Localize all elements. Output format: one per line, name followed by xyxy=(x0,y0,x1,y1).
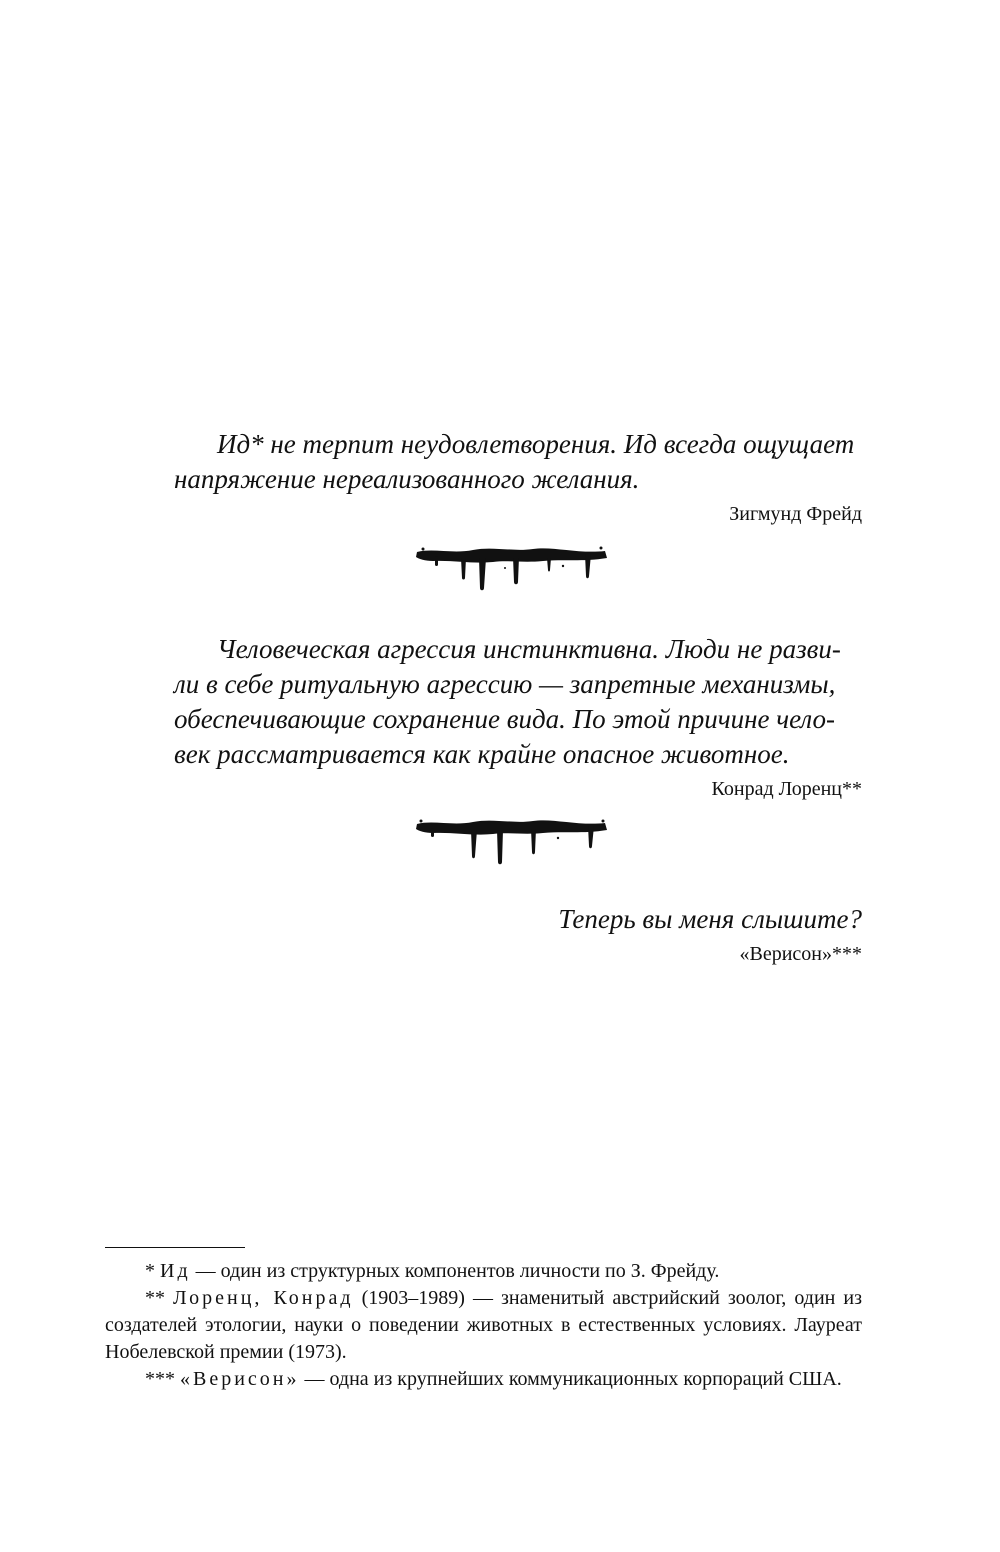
epigraph-author: Зигмунд Фрейд xyxy=(729,503,862,525)
quote-line: Человеческая агрессия инстинктивна. Люди не разви- xyxy=(217,634,841,664)
epigraph-quote xyxy=(174,632,862,772)
footnote-mark: * xyxy=(145,1260,155,1282)
footnote-mark: ** xyxy=(145,1287,165,1309)
footnote-term: Лоренц, Конрад xyxy=(173,1287,354,1309)
quote-line: век рассматривается как крайне опасное животное. xyxy=(174,739,790,769)
footnote-1 xyxy=(105,1258,862,1285)
footnote-separator xyxy=(105,1247,245,1248)
ink-drip-divider xyxy=(413,818,609,868)
footnotes xyxy=(105,1258,862,1393)
quote-line: Ид* не терпит неудовлетворения. Ид всегда ощущает xyxy=(217,429,855,459)
quote-line: Теперь вы меня слышите? xyxy=(558,904,862,934)
epigraph-author: Конрад Лоренц** xyxy=(711,778,862,800)
footnote-term: Ид xyxy=(160,1260,191,1282)
footnote-text: — одна из крупнейших коммуникационных корпораций США. xyxy=(304,1368,842,1390)
footnote-text: — один из структурных компонентов личности по З. Фрейду. xyxy=(195,1260,720,1282)
footnote-2 xyxy=(105,1285,862,1366)
footnote-mark: *** xyxy=(145,1368,175,1390)
epigraph-freud xyxy=(174,427,862,527)
footnote-text: (1903–1989) — знаменитый австрийский зоолог, один из создателей этологии, науки о поведении животных в естественных условиях. Лауреат Нобелевской премии (1973). xyxy=(105,1287,863,1363)
quote-line: ли в себе ритуальную агрессию — запретные механизмы, xyxy=(174,669,836,699)
footnote-term: «Верисон» xyxy=(180,1368,300,1390)
ink-drip-divider xyxy=(413,546,609,596)
epigraph-lorenz xyxy=(174,632,862,802)
footnote-3 xyxy=(105,1366,862,1393)
epigraph-quote xyxy=(174,902,862,937)
epigraph-quote xyxy=(174,427,862,497)
quote-line: обеспечивающие сохранение вида. По этой причине чело- xyxy=(174,704,836,734)
quote-line: напряжение нереализованного желания. xyxy=(174,464,640,494)
epigraph-verizon xyxy=(174,902,862,967)
epigraph-author: «Верисон»*** xyxy=(739,943,862,965)
